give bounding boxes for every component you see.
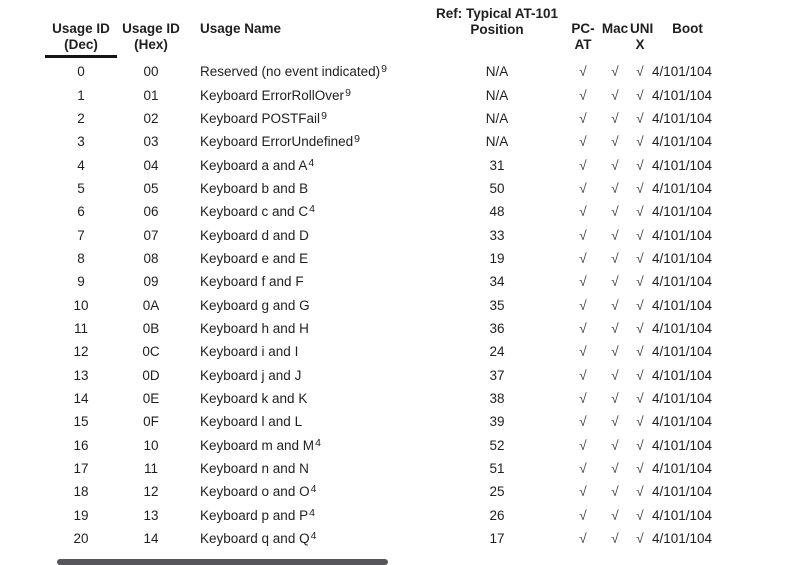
footnote-reference: 9 (354, 133, 360, 146)
cell-mac-checkmark: √ (611, 320, 619, 336)
cell-usage-id-hex: 09 (143, 274, 159, 290)
cell-at101-position: 39 (489, 414, 505, 430)
cell-pc-at-checkmark: √ (579, 437, 587, 453)
cell-usage-id-hex: 04 (143, 157, 159, 173)
cell-mac-checkmark: √ (611, 64, 619, 80)
usage-name-text: Keyboard e and E (200, 250, 309, 266)
cell-usage-id-hex: 14 (143, 531, 159, 547)
header-position-line2: Position (470, 21, 524, 37)
cell-usage-name (180, 531, 428, 546)
table-row (0, 223, 809, 246)
cell-at101-position: 48 (489, 204, 505, 220)
column-header-usage-id-hex (122, 21, 180, 52)
column-header-unix (630, 21, 654, 52)
table-row (0, 363, 809, 386)
footnote-reference: 9 (381, 63, 387, 76)
cell-unix-checkmark: √ (636, 204, 644, 220)
table-row (0, 177, 809, 200)
cell-unix-checkmark: √ (636, 274, 644, 290)
cell-usage-id-hex: 0B (142, 320, 160, 336)
cell-boot-value: 4/101/104 (652, 344, 713, 360)
cell-boot-value: 4/101/104 (652, 414, 713, 430)
cell-usage-name (180, 88, 428, 103)
table-row (0, 340, 809, 363)
cell-boot-value: 4/101/104 (652, 204, 713, 220)
footnote-reference: 4 (309, 506, 315, 519)
cell-usage-name (180, 181, 428, 196)
cell-unix-checkmark: √ (636, 461, 644, 477)
cell-pc-at-checkmark: √ (579, 344, 587, 360)
cell-mac-checkmark: √ (611, 157, 619, 173)
usage-name-text: Keyboard m and M (200, 437, 315, 453)
cell-boot-value: 4/101/104 (652, 484, 713, 500)
cell-unix-checkmark: √ (636, 437, 644, 453)
footnote-reference: 4 (310, 483, 317, 496)
cell-usage-id-dec: 5 (77, 180, 85, 196)
cell-unix-checkmark: √ (636, 367, 644, 383)
cell-at101-position: 31 (489, 157, 505, 173)
cell-unix-checkmark: √ (636, 297, 644, 313)
cell-pc-at-checkmark: √ (579, 110, 587, 126)
cell-boot-value: 4/101/104 (652, 134, 713, 150)
cell-boot-value: 4/101/104 (652, 227, 713, 243)
cell-usage-id-dec: 12 (73, 344, 89, 360)
cell-unix-checkmark: √ (636, 250, 644, 266)
usage-name-text: Keyboard l and L (200, 414, 303, 430)
table-row (0, 387, 809, 410)
table-row (0, 153, 809, 176)
cell-usage-id-dec: 3 (77, 134, 85, 150)
cell-unix-checkmark: √ (636, 414, 644, 430)
cell-pc-at-checkmark: √ (579, 134, 587, 150)
cell-at101-position: 33 (489, 227, 505, 243)
cell-usage-name (180, 414, 428, 429)
cell-unix-checkmark: √ (636, 390, 644, 406)
cell-usage-id-hex: 11 (143, 461, 158, 477)
table-row (0, 480, 809, 503)
cell-usage-id-dec: 6 (77, 204, 85, 220)
cell-usage-id-dec: 2 (77, 110, 85, 126)
cell-boot-value: 4/101/104 (652, 437, 713, 453)
cell-at101-position: N/A (485, 134, 509, 150)
cell-mac-checkmark: √ (611, 531, 619, 547)
cell-pc-at-checkmark: √ (579, 227, 587, 243)
cell-usage-id-dec: 4 (77, 157, 85, 173)
cell-at101-position: 35 (489, 297, 505, 313)
cell-at101-position: 24 (489, 344, 505, 360)
table-body (0, 60, 809, 550)
cell-at101-position: 26 (489, 507, 505, 523)
usage-name-text: Keyboard n and N (200, 461, 309, 477)
footnote-reference: 9 (321, 109, 327, 122)
cell-unix-checkmark: √ (636, 320, 644, 336)
table-row (0, 270, 809, 293)
cell-usage-id-hex: 05 (143, 180, 159, 196)
cell-mac-checkmark: √ (611, 134, 619, 150)
table-row (0, 434, 809, 457)
column-header-at101-position (428, 6, 566, 37)
cell-usage-id-hex: 0A (142, 297, 160, 313)
cell-usage-id-hex: 03 (143, 134, 159, 150)
column-header-mac: Mac (601, 21, 629, 36)
cell-usage-id-hex: 0F (143, 414, 159, 430)
cell-unix-checkmark: √ (636, 110, 644, 126)
cell-pc-at-checkmark: √ (579, 320, 587, 336)
cell-unix-checkmark: √ (636, 344, 644, 360)
cell-mac-checkmark: √ (611, 204, 619, 220)
cell-usage-id-hex: 08 (143, 250, 159, 266)
table-row (0, 130, 809, 153)
table-row (0, 527, 809, 550)
cell-usage-id-dec: 8 (77, 250, 85, 266)
cell-pc-at-checkmark: √ (579, 390, 587, 406)
cell-pc-at-checkmark: √ (579, 461, 587, 477)
cell-boot-value: 4/101/104 (652, 274, 713, 290)
cell-usage-id-hex: 00 (143, 64, 159, 80)
footnote-reference: 4 (310, 530, 317, 543)
usage-name-text: Keyboard ErrorUndefined (200, 134, 354, 150)
cell-usage-id-dec: 13 (73, 367, 89, 383)
cell-boot-value: 4/101/104 (652, 367, 713, 383)
table-row (0, 504, 809, 527)
cell-usage-id-hex: 12 (143, 484, 159, 500)
cell-usage-id-hex: 06 (143, 204, 159, 220)
cell-unix-checkmark: √ (636, 87, 644, 103)
column-header-boot: Boot (672, 21, 703, 36)
cell-pc-at-checkmark: √ (579, 64, 587, 80)
usage-name-text: Reserved (no event indicated) (200, 64, 381, 80)
cell-at101-position: 51 (489, 461, 505, 477)
cell-unix-checkmark: √ (636, 507, 644, 523)
cell-usage-id-dec: 20 (73, 531, 89, 547)
cell-boot-value: 4/101/104 (652, 390, 713, 406)
cell-usage-id-dec: 19 (73, 507, 89, 523)
table-row (0, 247, 809, 270)
cell-usage-id-hex: 10 (143, 437, 159, 453)
usage-name-text: Keyboard j and J (200, 367, 302, 383)
cell-boot-value: 4/101/104 (652, 297, 713, 313)
cell-usage-id-dec: 15 (73, 414, 89, 430)
header-position-line1: Ref: Typical AT-101 (435, 6, 559, 21)
cell-usage-name (180, 438, 428, 453)
cell-boot-value: 4/101/104 (652, 157, 713, 173)
footnote-reference: 4 (308, 156, 315, 169)
cell-unix-checkmark: √ (636, 227, 644, 243)
cell-pc-at-checkmark: √ (579, 367, 587, 383)
cell-usage-id-hex: 0E (142, 390, 160, 406)
cell-usage-id-dec: 18 (73, 484, 89, 500)
cell-usage-name (180, 508, 428, 523)
cell-usage-id-dec: 17 (73, 461, 89, 477)
cell-pc-at-checkmark: √ (579, 204, 587, 220)
cell-usage-name (180, 274, 428, 289)
cell-usage-name (180, 158, 428, 173)
cell-mac-checkmark: √ (611, 87, 619, 103)
cell-at101-position: 19 (489, 250, 505, 266)
header-unix-line2: X (635, 36, 645, 52)
cell-usage-name (180, 344, 428, 359)
usage-name-text: Keyboard b and B (200, 180, 309, 196)
cell-usage-id-hex: 07 (143, 227, 159, 243)
cell-pc-at-checkmark: √ (579, 87, 587, 103)
cell-usage-name (180, 64, 428, 79)
cell-usage-name (180, 461, 428, 476)
horizontal-scrollbar-thumb[interactable] (57, 559, 388, 565)
table-row (0, 410, 809, 433)
cell-usage-name (180, 251, 428, 266)
cell-mac-checkmark: √ (611, 180, 619, 196)
cell-mac-checkmark: √ (611, 507, 619, 523)
cell-pc-at-checkmark: √ (579, 531, 587, 547)
cell-unix-checkmark: √ (636, 134, 644, 150)
cell-usage-name (180, 111, 428, 126)
footnote-reference: 4 (315, 436, 321, 449)
usage-name-text: Keyboard g and G (200, 297, 310, 313)
header-usage-id-dec-line1: Usage ID (52, 21, 110, 36)
cell-usage-id-dec: 1 (77, 87, 85, 103)
cell-boot-value: 4/101/104 (652, 320, 713, 336)
header-pc-at-line2: AT (574, 36, 592, 52)
dec-column-underline (45, 55, 117, 58)
cell-at101-position: N/A (485, 110, 509, 126)
cell-usage-id-hex: 0C (142, 344, 160, 360)
cell-usage-name (180, 484, 428, 499)
cell-at101-position: 34 (489, 274, 505, 290)
table-row (0, 83, 809, 106)
cell-usage-id-dec: 14 (73, 390, 89, 406)
cell-boot-value: 4/101/104 (652, 87, 713, 103)
usage-name-text: Keyboard ErrorRollOver (200, 87, 345, 103)
usage-name-text: Keyboard p and P (200, 507, 309, 523)
cell-mac-checkmark: √ (611, 227, 619, 243)
cell-boot-value: 4/101/104 (652, 250, 713, 266)
cell-boot-value: 4/101/104 (652, 64, 713, 80)
cell-unix-checkmark: √ (636, 531, 644, 547)
cell-usage-id-hex: 01 (143, 87, 159, 103)
header-usage-id-dec-line2: (Dec) (64, 36, 98, 52)
cell-unix-checkmark: √ (636, 484, 644, 500)
header-usage-id-hex-line2: (Hex) (134, 36, 168, 52)
cell-usage-id-dec: 16 (73, 437, 89, 453)
cell-mac-checkmark: √ (611, 414, 619, 430)
cell-at101-position: N/A (485, 87, 509, 103)
usage-name-text: Keyboard h and H (200, 320, 309, 336)
usage-name-text: Keyboard o and O (200, 484, 310, 500)
cell-unix-checkmark: √ (636, 64, 644, 80)
table-row (0, 200, 809, 223)
cell-pc-at-checkmark: √ (579, 157, 587, 173)
cell-usage-name (180, 321, 428, 336)
column-header-usage-id-dec (40, 21, 122, 52)
cell-boot-value: 4/101/104 (652, 461, 713, 477)
header-pc-at-line1: PC- (571, 21, 595, 36)
cell-usage-name (180, 134, 428, 149)
cell-mac-checkmark: √ (611, 110, 619, 126)
cell-mac-checkmark: √ (611, 484, 619, 500)
usage-name-text: Keyboard i and I (200, 344, 299, 360)
header-unix-line1: UNI (630, 21, 654, 36)
cell-mac-checkmark: √ (611, 297, 619, 313)
cell-usage-id-dec: 0 (77, 64, 85, 80)
cell-mac-checkmark: √ (611, 461, 619, 477)
table-row (0, 317, 809, 340)
cell-usage-name (180, 298, 428, 313)
cell-usage-id-dec: 11 (73, 320, 88, 336)
cell-pc-at-checkmark: √ (579, 180, 587, 196)
table-row (0, 107, 809, 130)
cell-pc-at-checkmark: √ (579, 507, 587, 523)
table-row (0, 60, 809, 83)
cell-at101-position: 50 (489, 180, 505, 196)
cell-at101-position: 17 (489, 531, 505, 547)
table-row (0, 293, 809, 316)
cell-usage-id-dec: 9 (77, 274, 85, 290)
cell-mac-checkmark: √ (611, 437, 619, 453)
cell-usage-id-hex: 02 (143, 110, 159, 126)
footnote-reference: 9 (345, 86, 351, 99)
cell-mac-checkmark: √ (611, 367, 619, 383)
header-usage-id-hex-line1: Usage ID (122, 21, 180, 36)
usage-name-text: Keyboard a and A (200, 157, 308, 173)
cell-at101-position: 36 (489, 320, 505, 336)
table-row (0, 457, 809, 480)
usage-name-text: Keyboard d and D (200, 227, 309, 243)
cell-boot-value: 4/101/104 (652, 110, 713, 126)
cell-usage-id-hex: 13 (143, 507, 159, 523)
column-header-usage-name: Usage Name (200, 21, 282, 36)
cell-at101-position: 37 (489, 367, 505, 383)
cell-unix-checkmark: √ (636, 157, 644, 173)
cell-boot-value: 4/101/104 (652, 531, 713, 547)
usage-name-text: Keyboard POSTFail (200, 110, 321, 126)
cell-mac-checkmark: √ (611, 390, 619, 406)
cell-mac-checkmark: √ (611, 344, 619, 360)
usage-name-text: Keyboard c and C (200, 204, 309, 220)
cell-usage-name (180, 204, 428, 219)
footnote-reference: 4 (309, 203, 315, 216)
cell-at101-position: 38 (489, 390, 505, 406)
usage-name-text: Keyboard k and K (200, 390, 308, 406)
cell-usage-id-hex: 0D (142, 367, 160, 383)
cell-unix-checkmark: √ (636, 180, 644, 196)
column-header-pc-at (566, 21, 600, 52)
usage-name-text: Keyboard f and F (200, 274, 304, 290)
cell-mac-checkmark: √ (611, 274, 619, 290)
cell-at101-position: N/A (485, 64, 509, 80)
cell-pc-at-checkmark: √ (579, 274, 587, 290)
cell-usage-id-dec: 7 (77, 227, 85, 243)
cell-pc-at-checkmark: √ (579, 484, 587, 500)
cell-usage-id-dec: 10 (73, 297, 89, 313)
usage-name-text: Keyboard q and Q (200, 531, 310, 547)
cell-usage-name (180, 368, 428, 383)
cell-mac-checkmark: √ (611, 250, 619, 266)
cell-pc-at-checkmark: √ (579, 414, 587, 430)
cell-boot-value: 4/101/104 (652, 180, 713, 196)
cell-usage-name (180, 228, 428, 243)
cell-boot-value: 4/101/104 (652, 507, 713, 523)
cell-usage-name (180, 391, 428, 406)
cell-pc-at-checkmark: √ (579, 297, 587, 313)
cell-at101-position: 52 (489, 437, 505, 453)
cell-pc-at-checkmark: √ (579, 250, 587, 266)
cell-at101-position: 25 (489, 484, 505, 500)
